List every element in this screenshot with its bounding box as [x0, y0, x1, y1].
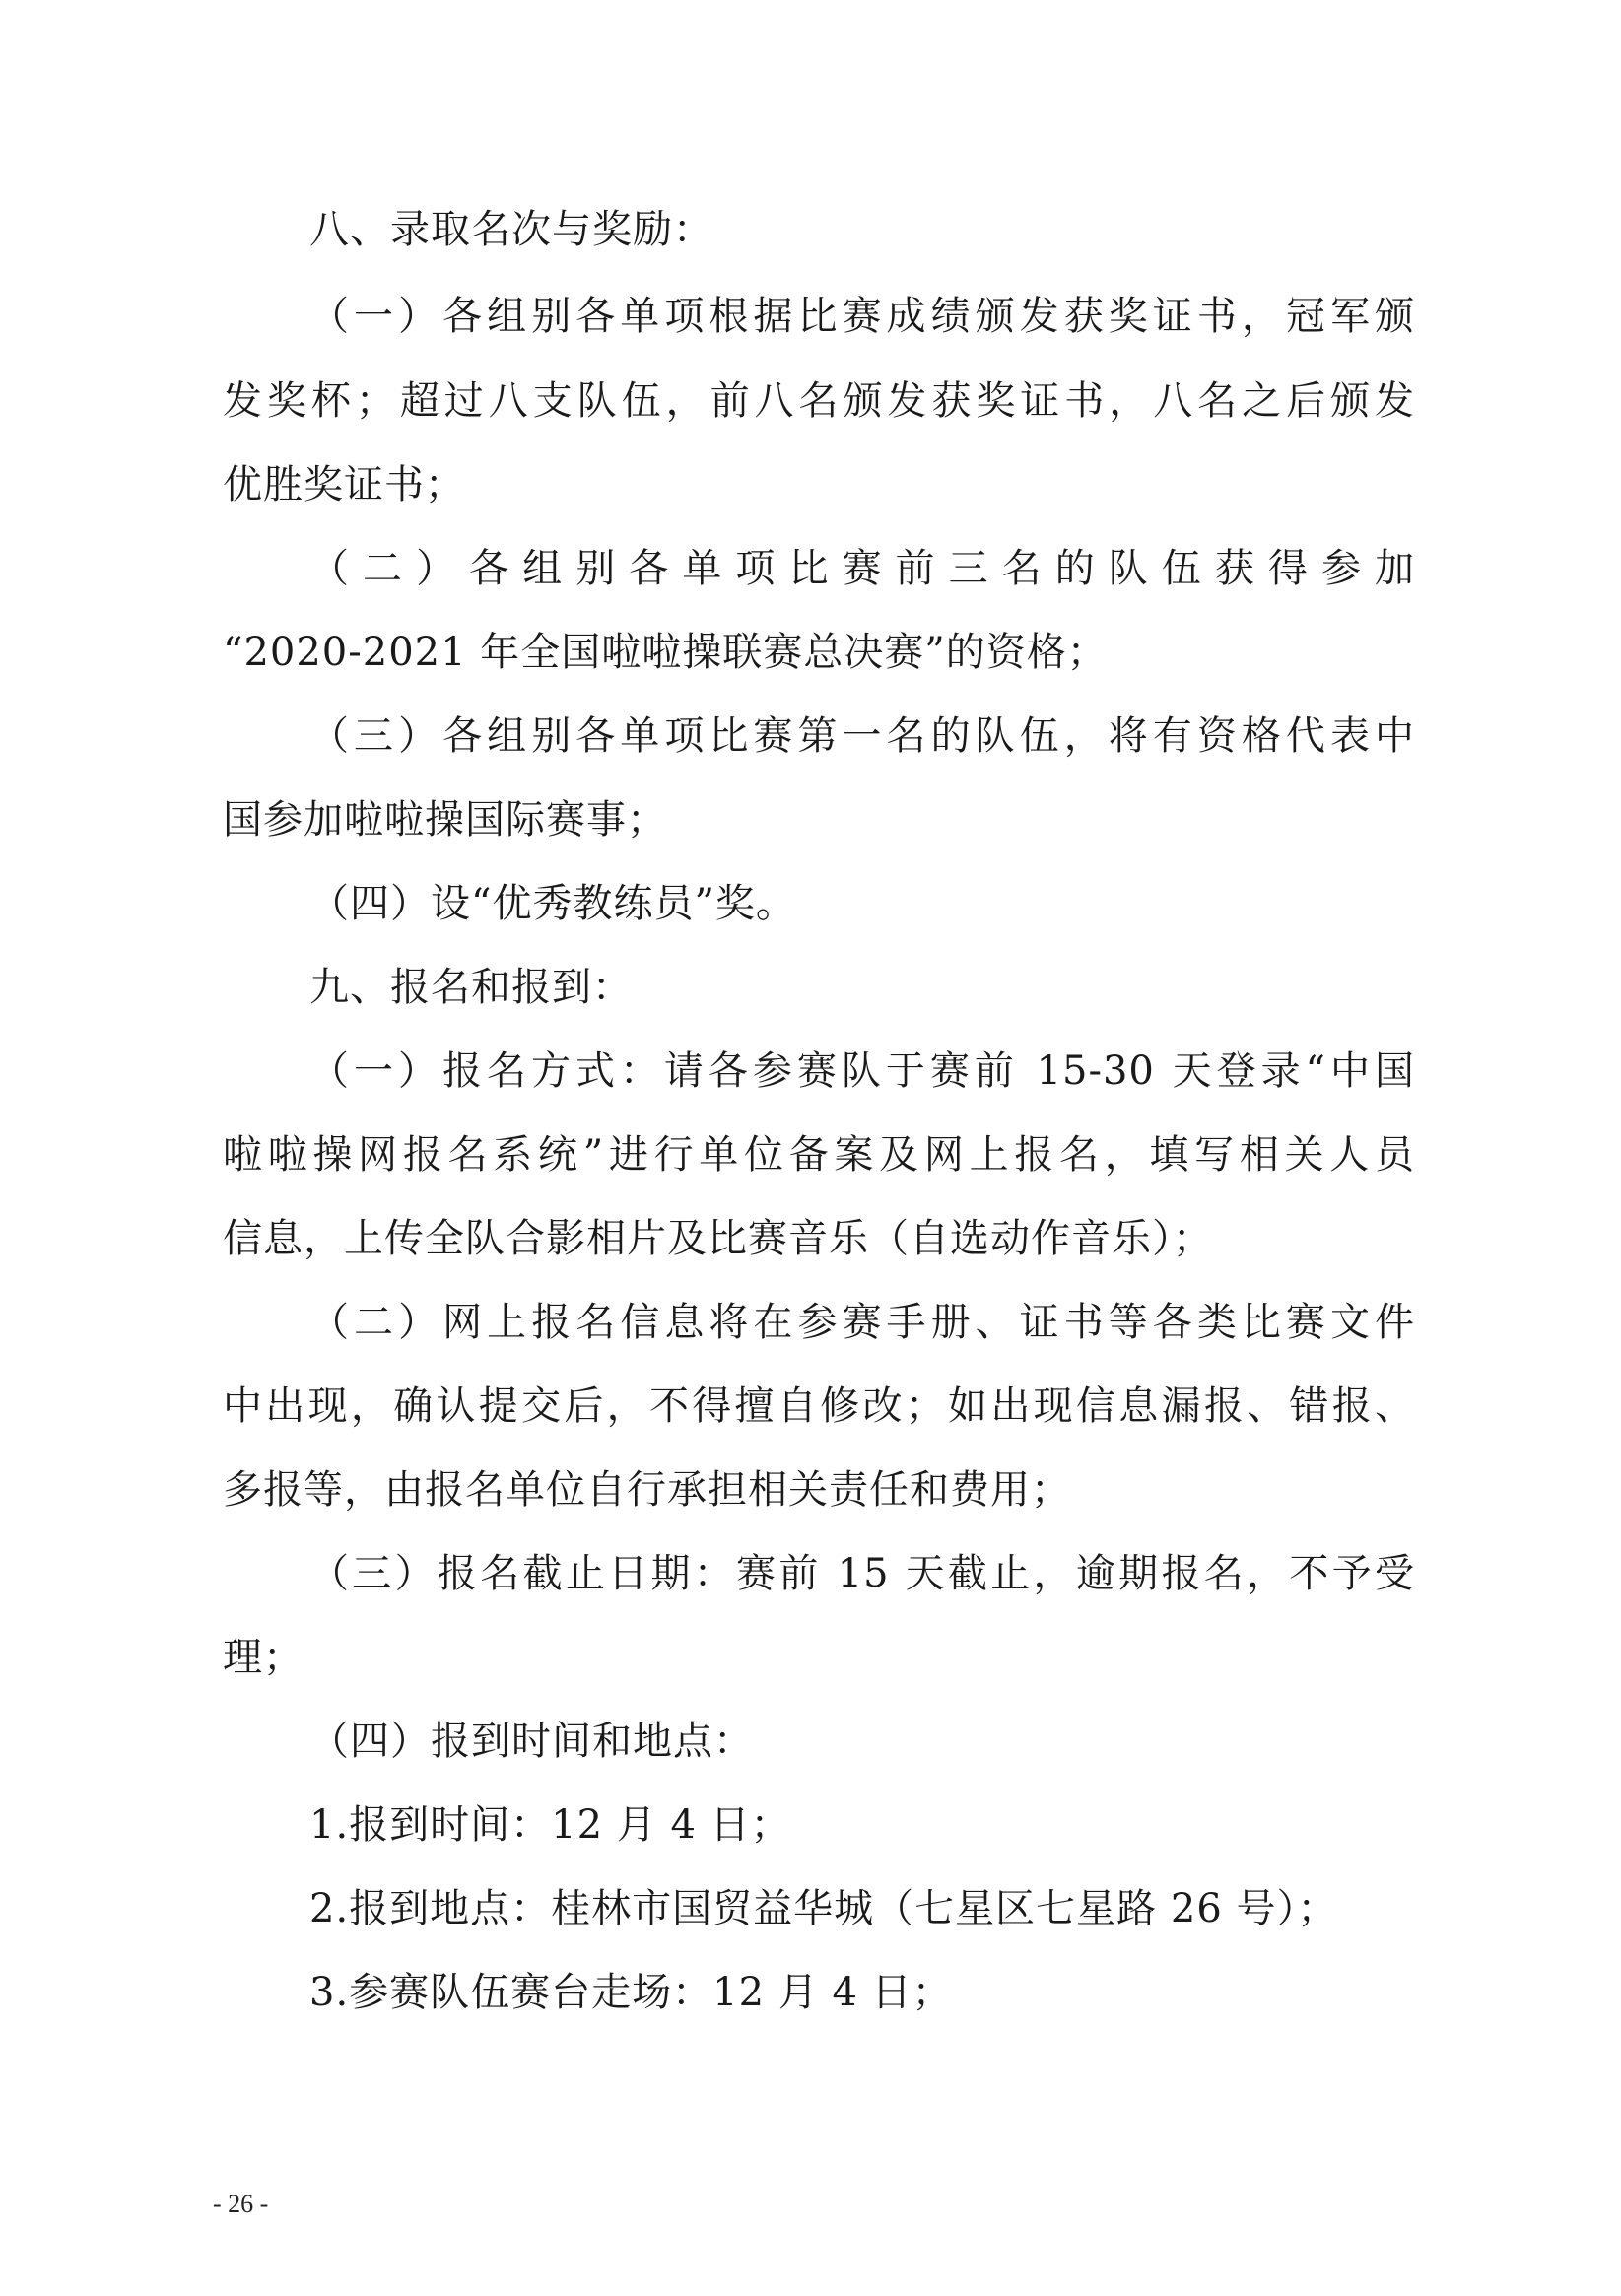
s9-item-4-line-1: （四）报到时间和地点：: [309, 1719, 754, 1764]
s9-item-1-line-1: （一）报名方式：请各参赛队于赛前 15-30 天登录“中国: [309, 1048, 1415, 1094]
s8-item-1-line-1: （一）各组别各单项根据比赛成绩颁发获奖证书，冠军颁: [309, 294, 1415, 339]
s9-item-1-line-2: 啦啦操网报名系统”进行单位备案及网上报名，填写相关人员: [223, 1132, 1415, 1178]
s9-item-3-line-1: （三）报名截止日期：赛前 15 天截止，逾期报名，不予受: [309, 1551, 1415, 1596]
s8-item-3-line-2: 国参加啦啦操国际赛事；: [223, 797, 667, 843]
s9-item-2-line-3: 多报等，由报名单位自行承担相关责任和费用；: [223, 1467, 1071, 1513]
s9-item-2-line-2: 中出现，确认提交后，不得擅自修改；如出现信息漏报、错报、: [223, 1384, 1415, 1429]
s8-item-1-line-3: 优胜奖证书；: [223, 462, 465, 507]
s8-item-1-line-2: 发奖杯；超过八支队伍，前八名颁发获奖证书，八名之后颁发: [223, 378, 1415, 424]
s8-item-2-line-1: （二）各组别各单项比赛前三名的队伍获得参加: [309, 546, 1415, 591]
s9-item-2-line-1: （二）网上报名信息将在参赛手册、证书等各类比赛文件: [309, 1300, 1415, 1345]
s9-item-1-line-3: 信息，上传全队合影相片及比赛音乐（自选动作音乐）；: [223, 1216, 1213, 1261]
s9-sub-item-1: 1.报到时间：12 月 4 日；: [309, 1802, 791, 1848]
s9-item-3-line-2: 理；: [223, 1635, 304, 1680]
section-8-heading: 八、录取名次与奖励：: [309, 207, 713, 252]
s8-item-2-line-2: “2020-2021 年全国啦啦操联赛总决赛”的资格；: [223, 630, 1108, 675]
page-number: - 26 -: [213, 2190, 269, 2218]
s9-sub-item-3: 3.参赛队伍赛台走场：12 月 4 日；: [309, 1970, 953, 2015]
s9-sub-item-2: 2.报到地点：桂林市国贸益华城（七星区七星路 26 号）；: [309, 1886, 1338, 1931]
section-9-heading: 九、报名和报到：: [309, 965, 633, 1010]
s8-item-4-line-1: （四）设“优秀教练员”奖。: [309, 881, 796, 926]
s8-item-3-line-1: （三）各组别各单项比赛第一名的队伍，将有资格代表中: [309, 713, 1415, 759]
